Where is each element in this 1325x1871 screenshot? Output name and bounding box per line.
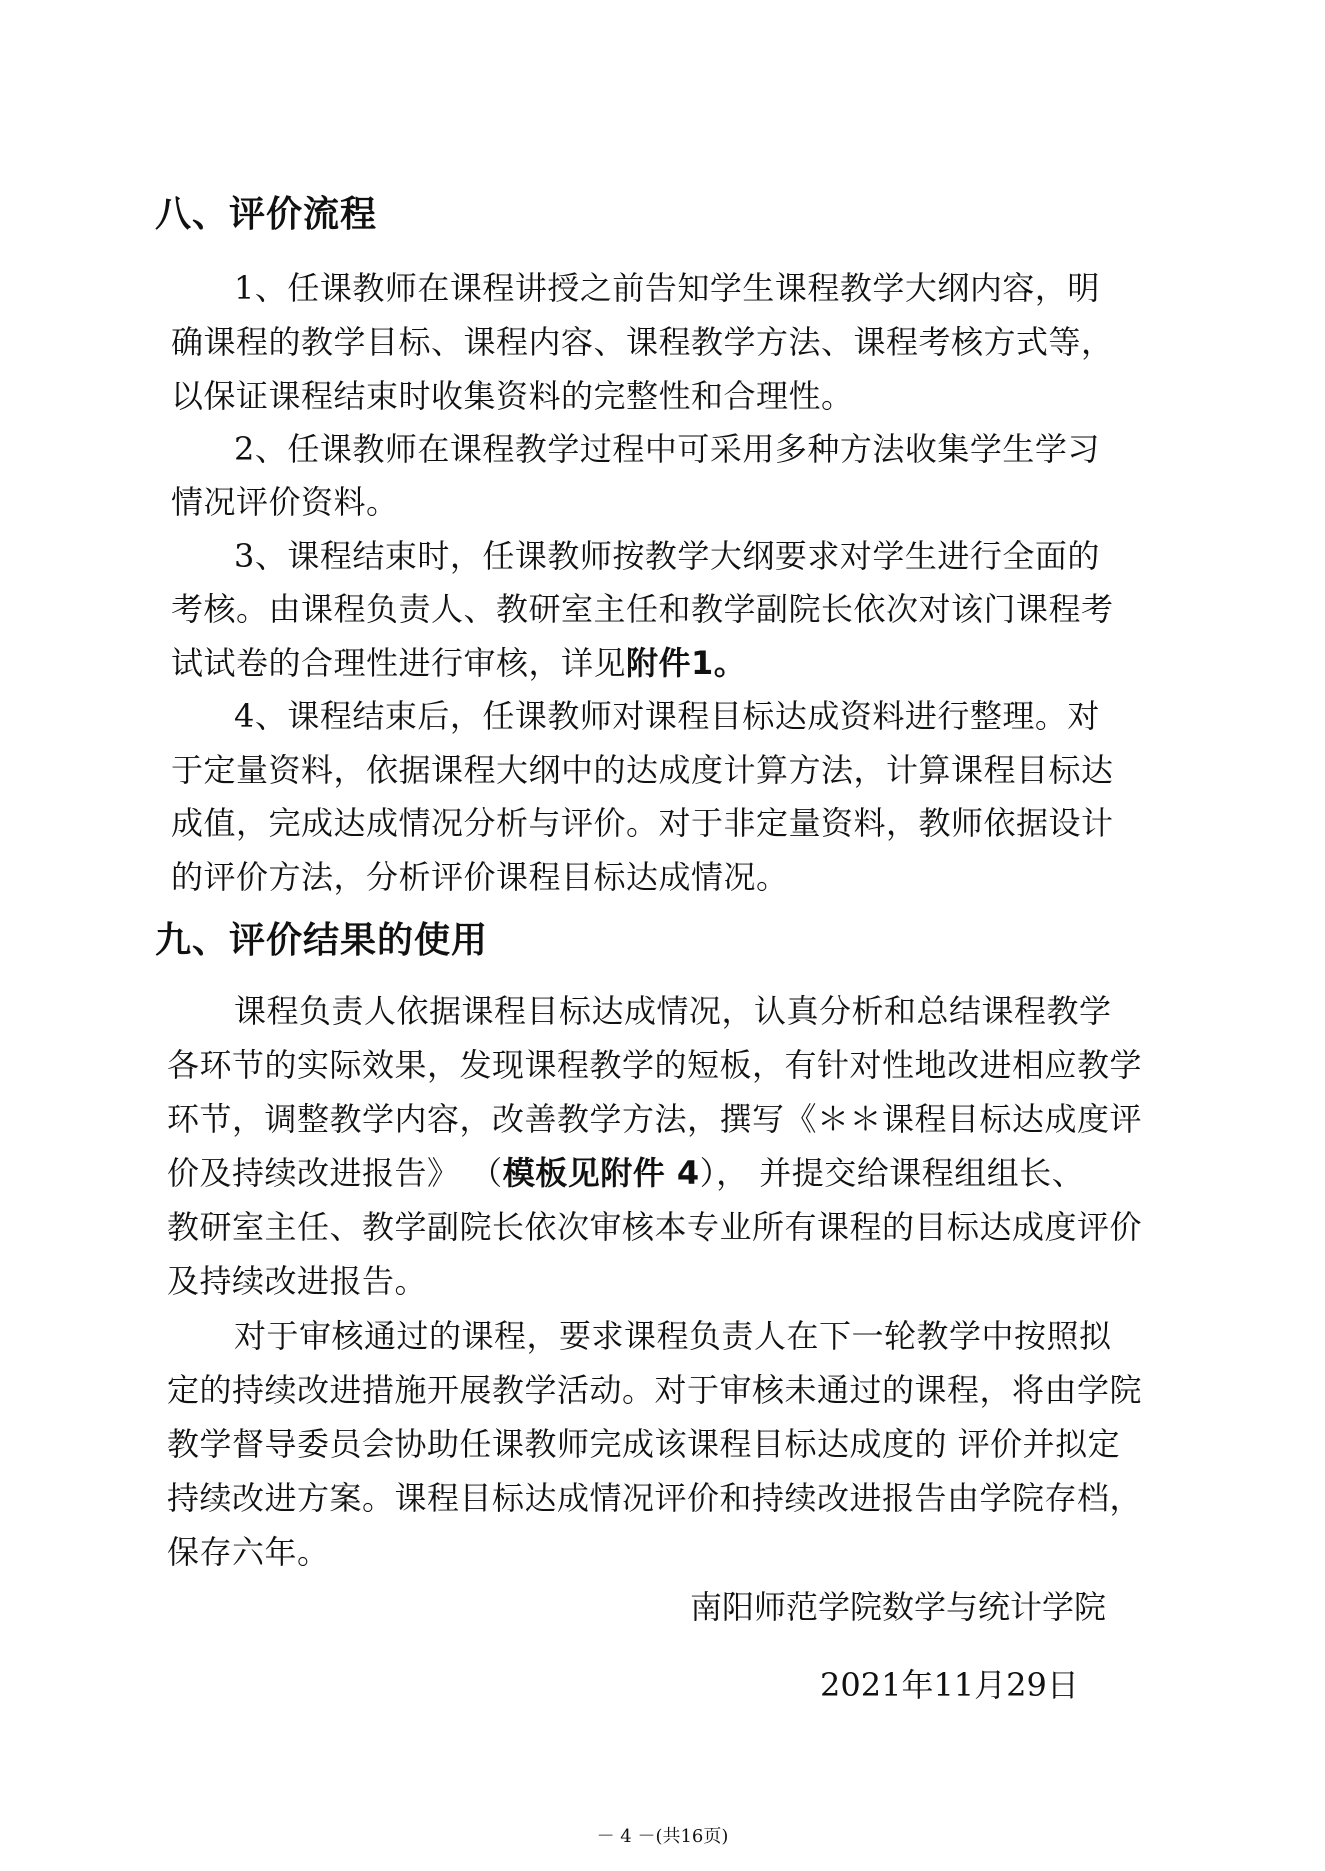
s9-p2-line1: 对于审核通过的课程，要求课程负责人在下一轮教学中按照拟 [234, 1317, 1112, 1355]
s9-p1-line5: 教研室主任、教学副院长依次审核本专业所有课程的目标达成度评价 [167, 1208, 1143, 1246]
template-attachment-4-reference: 模板见附件 4 [502, 1154, 700, 1192]
s8-p2-line2: 情况评价资料。 [171, 483, 399, 521]
section-9-heading: 九、评价结果的使用 [155, 920, 489, 961]
s8-p4-line4: 的评价方法，分析评价课程目标达成情况。 [171, 858, 789, 896]
section-8-heading: 八、评价流程 [155, 194, 378, 235]
s9-p2-line4: 持续改进方案。课程目标达成情况评价和持续改进报告由学院存档， [167, 1479, 1143, 1517]
s8-p3-line1: 3、课程结束时，任课教师按教学大纲要求对学生进行全面的 [234, 537, 1100, 575]
page-number-footer: － 4 －(共16页) [596, 1826, 729, 1847]
s9-p1-line3: 环节，调整教学内容，改善教学方法，撰写《＊＊课程目标达成度评 [167, 1100, 1143, 1138]
s9-p1-line4-post: ）， 并提交给课程组组长、 [699, 1154, 1085, 1192]
signature-date: 2021年11月29日 [820, 1666, 1079, 1704]
s8-p2-line1: 2、任课教师在课程教学过程中可采用多种方法收集学生学习 [234, 430, 1100, 468]
signature-organization: 南阳师范学院数学与统计学院 [690, 1588, 1107, 1626]
s8-p3-line3 [171, 638, 746, 684]
s8-p4-line2: 于定量资料，依据课程大纲中的达成度计算方法，计算课程目标达 [171, 751, 1114, 789]
s8-p4-line3: 成值，完成达成情况分析与评价。对于非定量资料，教师依据设计 [171, 804, 1114, 842]
s9-p1-line1: 课程负责人依据课程目标达成情况，认真分析和总结课程教学 [234, 992, 1112, 1030]
s8-p1-line1: 1、任课教师在课程讲授之前告知学生课程教学大纲内容，明 [234, 269, 1100, 307]
attachment-1-reference: 附件1。 [626, 644, 747, 682]
s8-p3-line3-text: 试试卷的合理性进行审核，详见 [171, 644, 627, 682]
s8-p1-line3: 以保证课程结束时收集资料的完整性和合理性。 [171, 377, 854, 415]
s9-p2-line3: 教学督导委员会协助任课教师完成该课程目标达成度的 评价并拟定 [167, 1425, 1121, 1463]
s9-p1-line2: 各环节的实际效果，发现课程教学的短板，有针对性地改进相应教学 [167, 1046, 1143, 1084]
s9-p1-line4-pre: 价及持续改进报告》 （ [167, 1154, 503, 1192]
s9-p2-line2: 定的持续改进措施开展教学活动。对于审核未通过的课程，将由学院 [167, 1371, 1143, 1409]
s9-p2-line5: 保存六年。 [167, 1533, 330, 1571]
s8-p3-line2: 考核。由课程负责人、教研室主任和教学副院长依次对该门课程考 [171, 590, 1114, 628]
s8-p1-line2: 确课程的教学目标、课程内容、课程教学方法、课程考核方式等， [171, 323, 1114, 361]
s8-p4-line1: 4、课程结束后，任课教师对课程目标达成资料进行整理。对 [234, 697, 1100, 735]
s9-p1-line6: 及持续改进报告。 [167, 1262, 428, 1300]
s9-p1-line4 [167, 1148, 1084, 1194]
